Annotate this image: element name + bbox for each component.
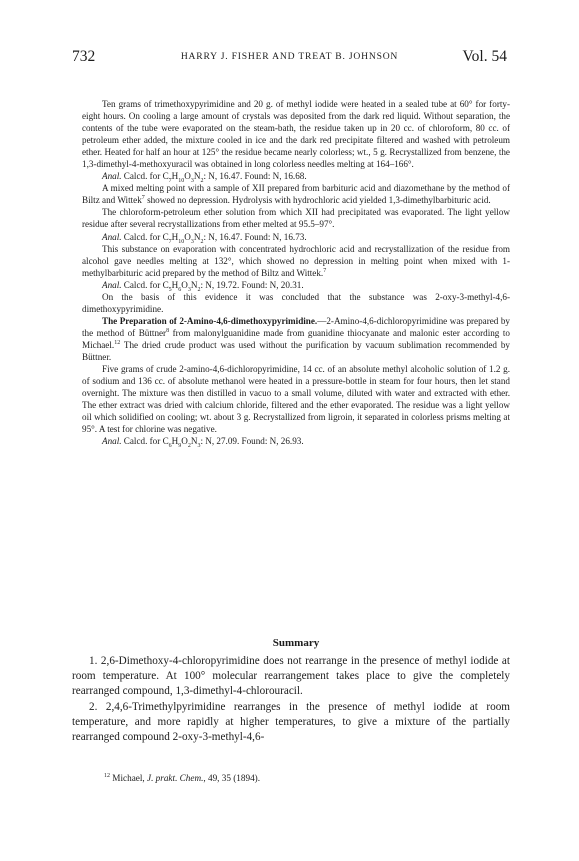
paragraph-3: The chloroform-petroleum ether solution from which XII had precipitated was evaporated. The light yellow residue after several recrystallizations from ether melted at 95.5–97°.	[82, 207, 510, 230]
section-heading: The Preparation of 2-Amino-4,6-dimethoxypyrimidine.	[102, 315, 318, 326]
paragraph-7: Five grams of crude 2-amino-4,6-dichloropyrimidine, 14 cc. of an absolute methyl alcoholic solution of 1.2 g. of sodium and 136 cc. of absolute methanol were heated in a pressure-bottle in steam for four hours, then let stand overnight. The mixture was then distilled in vacuo to a small volume, diluted with water and extracted with ether. The ether extract was dried with calcium chloride, filtered and the ether evaporated. The residue was a light yellow oil which solidified on cooling; wt. about 3 g. Recrystallized from ligroin, it separated in colorless prisms melting at 95°. A test for chlorine was negative.	[82, 364, 510, 435]
running-head: HARRY J. FISHER AND TREAT B. JOHNSON	[180, 51, 399, 62]
summary-item-2: 2. 2,4,6-Trimethylpyrimidine rearranges in the presence of methyl iodide at room temperature, and more rapidly at higher temperatures, to give a mixture of the partially rearranged compound 2-oxy-3-methyl-4,6-	[72, 700, 510, 744]
article-body	[82, 98, 510, 450]
footnote-ref: 12	[114, 339, 121, 346]
summary-heading: Summary	[272, 637, 320, 649]
anal-label: Anal.	[102, 231, 122, 242]
analysis-4: Anal. Calcd. for $C_6H_9O_2N_3$: N, 27.09. Found: N, 26.93.	[102, 436, 304, 450]
footnote-ref: 7	[323, 267, 327, 274]
footnote-number: 12	[104, 772, 110, 779]
summary-body	[72, 654, 510, 745]
footnote: $^{12}$ Michael, J. prakt. Chem., 49, 35 (1894).	[104, 772, 261, 783]
analysis-2: Anal. Calcd. for $C_7H_{10}O_3N_2$: N, 16.47. Found: N, 16.73.	[102, 231, 307, 245]
paragraph-6: The Preparation of 2-Amino-4,6-dimethoxypyrimidine.—2-Amino-4,6-dichloropyrimidine was prepared by the method of Büttner$^8$ from malonylguanidine made from guanidine thiocyanate and malonic ester according to Michael.$^{12}$ The dried crude product was used without the purification by vacuum sublimation recommended by Büttner.	[82, 315, 510, 362]
page-header	[72, 48, 507, 70]
paragraph-2: A mixed melting point with a sample of XII prepared from barbituric acid and diazomethane by the method of Biltz and Wittek$^7$ showed no depression. Hydrolysis with hydrochloric acid yielded 1,3-dimethylbarbituric acid.	[82, 183, 510, 206]
summary-item-1: 1. 2,6-Dimethoxy-4-chloropyrimidine does not rearrange in the presence of methyl iodide at room temperature. At 100° molecular rearrangement takes place to give the completely rearranged compound, 1,3-dimethyl-4-chlorouracil.	[72, 655, 510, 698]
anal-label: Anal.	[102, 171, 122, 182]
anal-label: Anal.	[102, 436, 122, 447]
footnote-ref: 7	[141, 195, 145, 202]
anal-label: Anal.	[102, 279, 122, 290]
analysis-1: Anal. Calcd. for $C_7H_{10}O_3N_2$: N, 16.47. Found: N, 16.68.	[102, 171, 307, 185]
page-number: 732	[72, 48, 96, 65]
paragraph-5: On the basis of this evidence it was concluded that the substance was 2-oxy-3-methyl-4,6-dimethoxypyrimidine.	[82, 291, 510, 314]
paragraph-1: Ten grams of trimethoxypyrimidine and 20 g. of methyl iodide were heated in a sealed tube at 60° for forty-eight hours. On cooling a large amount of crystals was deposited from the dark red liquid. Without separation, the contents of the tube were evaporated on the steam-bath, the residue taken up in 20 cc. of chloroform, 80 cc. of petroleum ether added, the mixture cooled in ice and the dark red precipitate filtered and washed with petroleum ether. Heated for half an hour at 125° the residue became nearly colorless; wt., 5 g. Recrystallized from benzene, the 1,3-dimethyl-4-methoxyuracil was obtained in long colorless needles melting at 164–166°.	[82, 99, 510, 170]
paragraph-4: This substance on evaporation with concentrated hydrochloric acid and recrystallization of the residue from alcohol gave needles melting at 132°, which showed no depression in melting point when mixed with 1-methylbarbituric acid prepared by the method of Biltz and Wittek.$^7$	[82, 243, 510, 278]
journal-name: J. prakt. Chem.	[147, 773, 204, 783]
analysis-3: Anal. Calcd. for $C_5H_6O_3N_2$: N, 19.72. Found: N, 20.31.	[102, 279, 304, 293]
volume-label: Vol. 54	[462, 48, 507, 65]
footnote-ref: 8	[166, 327, 170, 334]
